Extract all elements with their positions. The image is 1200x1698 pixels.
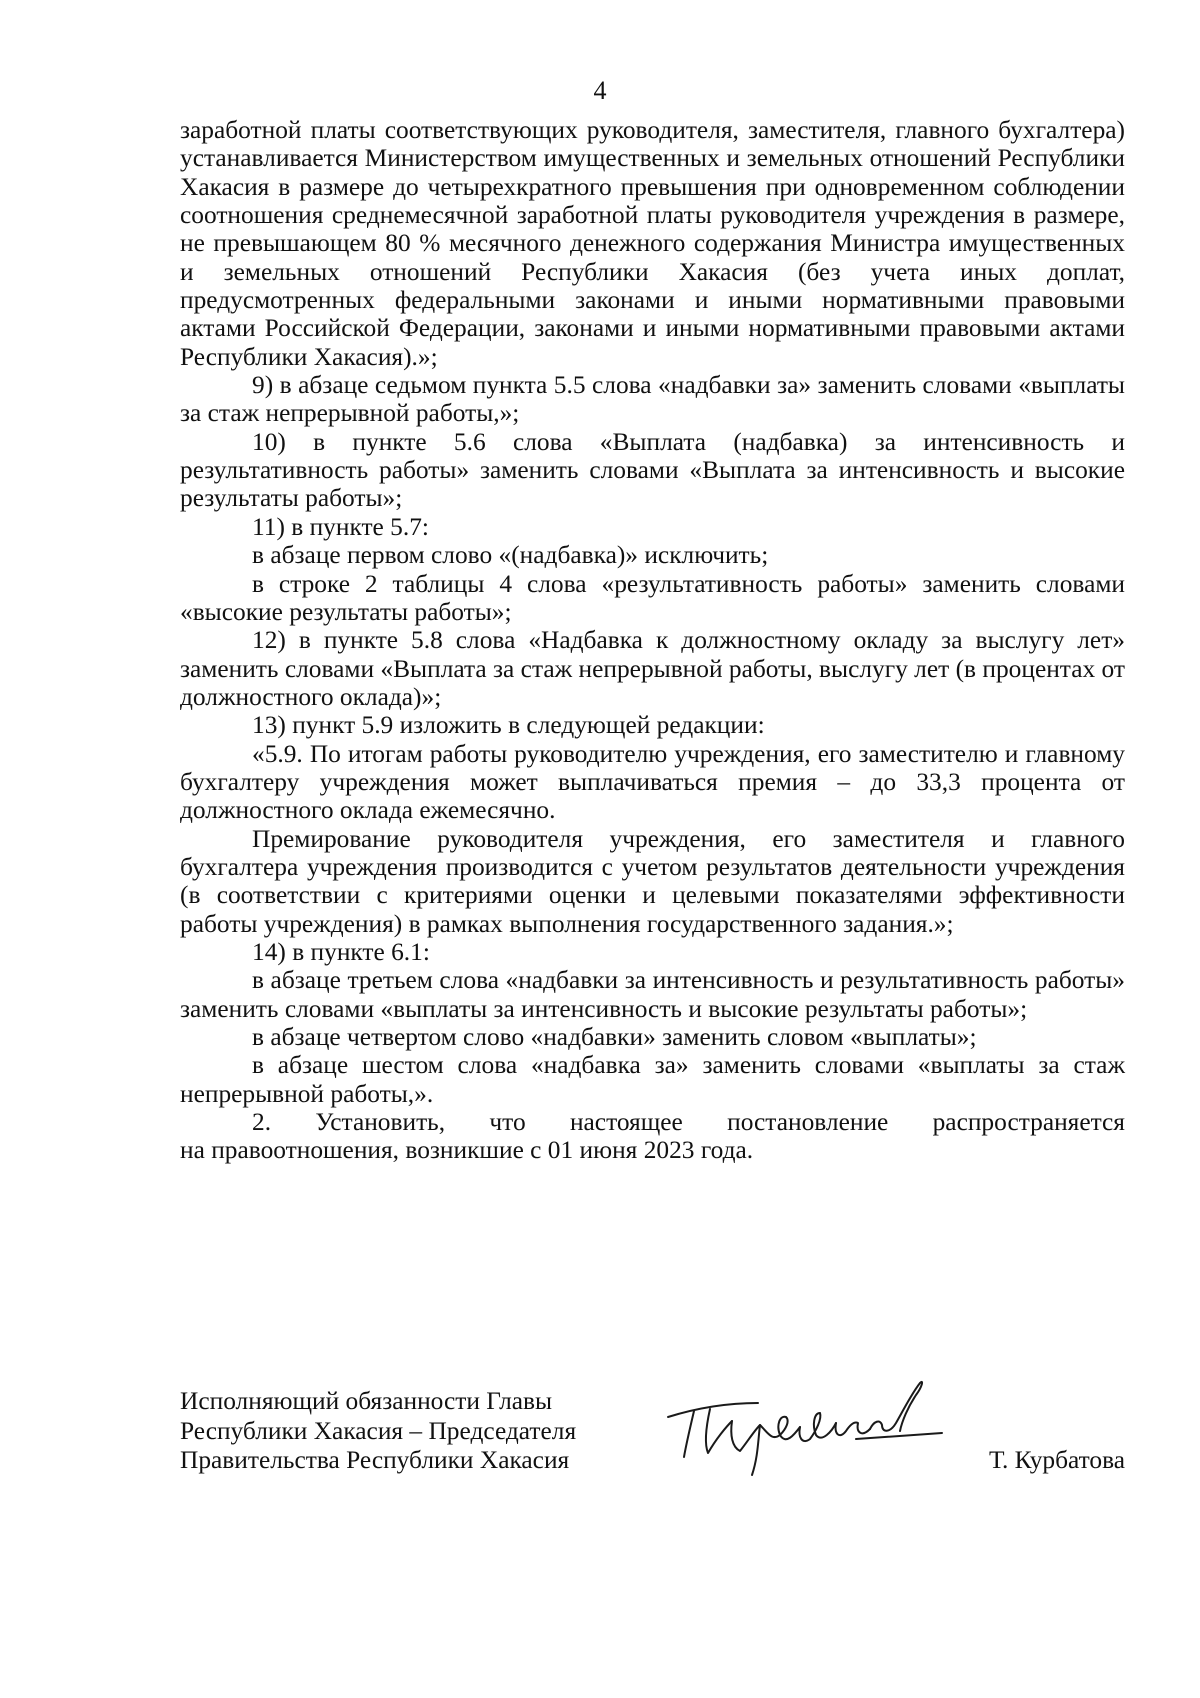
page-number: 4 <box>593 76 607 105</box>
handwritten-signature <box>660 1373 950 1483</box>
document-body <box>180 116 1125 1165</box>
paragraph: 14) в пункте 6.1: <box>252 937 430 966</box>
paragraph: 12) в пункте 5.8 слова «Надбавка к должностному окладу за выслугу лет» заменить словами «Выплата за стаж непрерывной работы, выслугу лет (в процентах от должностного оклада)»; <box>180 626 1125 711</box>
paragraph: 11) в пункте 5.7: <box>252 512 429 541</box>
signer-name: Т. Курбатова <box>989 1446 1125 1474</box>
signer-title-line: Исполняющий обязанности Главы <box>180 1387 553 1415</box>
paragraph: 10) в пункте 5.6 слова «Выплата (надбавка) за интенсивность и результативность работы» заменить словами «Выплата за интенсивность и высокие результаты работы»; <box>180 427 1125 513</box>
paragraph: 13) пункт 5.9 изложить в следующей редакции: <box>252 711 765 740</box>
paragraph: в абзаце первом слово «(надбавка)» исключить; <box>252 541 769 570</box>
paragraph: заработной платы соответствующих руководителя, заместителя, главного бухгалтера) устанавливается Министерством имущественных и земельных отношений Республики Хакасия в размере до четырехкратного превышения при одновременном соблюдении соотношения среднемесячной заработной платы руководителя учреждения в размере, не превышающем 80 % месячного денежного содержания Министра имущественных и земельных отношений Республики Хакасия (без учета иных доплат, предусмотренных федеральными законами и иными нормативными правовыми актами Российской Федерации, законами и иными нормативными правовыми актами Республики Хакасия).»; <box>180 116 1125 371</box>
signer-title-line: Правительства Республики Хакасия <box>180 1446 570 1474</box>
signer-title <box>180 1387 576 1476</box>
paragraph: в абзаце третьем слова «надбавки за интенсивность и результативность работы» заменить словами «выплаты за интенсивность и высокие результаты работы»; <box>180 966 1125 1023</box>
paragraph: Премирование руководителя учреждения, его заместителя и главного бухгалтера учреждения производится с учетом результатов деятельности учреждения (в соответствии с критериями оценки и целевыми показателями эффективности работы учреждения) в рамках выполнения государственного задания.»; <box>180 824 1125 938</box>
paragraph: в строке 2 таблицы 4 слова «результативность работы» заменить словами «высокие результаты работы»; <box>180 569 1125 626</box>
paragraph: в абзаце четвертом слово «надбавки» заменить словом «выплаты»; <box>252 1023 977 1051</box>
signature-block <box>180 1387 1125 1487</box>
signer-title-line: Республики Хакасия – Председателя <box>180 1416 577 1445</box>
paragraph: 2. Установить, что настоящее постановление распространяется <box>252 1108 1125 1137</box>
paragraph: на правоотношения, возникшие с 01 июня 2023 года. <box>180 1136 754 1165</box>
paragraph: в абзаце шестом слова «надбавка за» заменить словами «выплаты за стаж непрерывной работы,». <box>180 1051 1125 1108</box>
paragraph: «5.9. По итогам работы руководителю учреждения, его заместителю и главному бухгалтеру учреждения может выплачиваться премия – до 33,3 процента от должностного оклада ежемесячно. <box>180 739 1125 825</box>
paragraph: 9) в абзаце седьмом пункта 5.5 слова «надбавки за» заменить словами «выплаты за стаж непрерывной работы,»; <box>180 371 1125 428</box>
